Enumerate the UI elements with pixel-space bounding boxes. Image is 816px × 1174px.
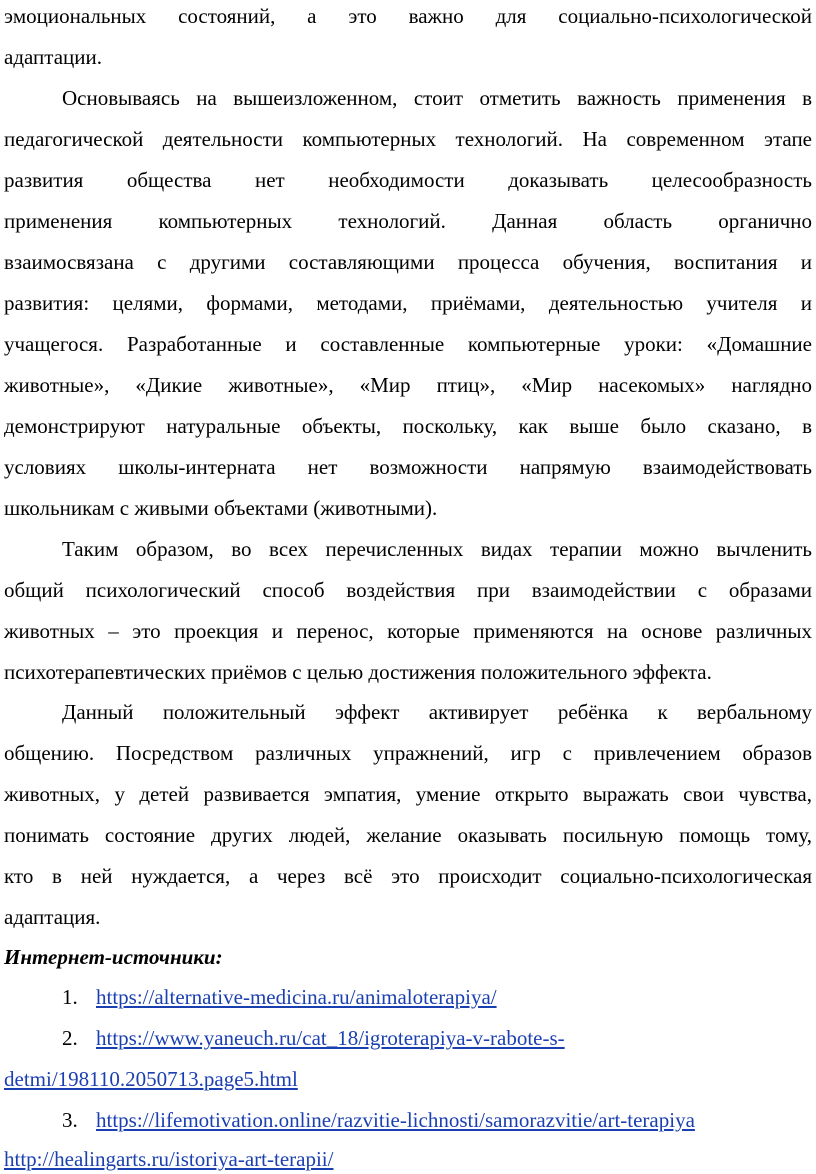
paragraph-line: учащегося. Разработанные и составленные компьютерные уроки: «Домашние — [4, 332, 812, 356]
paragraph-line: адаптация. — [4, 905, 101, 929]
paragraph-line: адаптации. — [4, 45, 103, 69]
paragraph-line: психотерапевтических приёмов с целью достижения положительного эффекта. — [4, 660, 712, 684]
source-link-continuation[interactable]: detmi/198110.2050713.page5.html — [4, 1067, 298, 1091]
paragraph-line: животных – это проекция и перенос, которые применяются на основе различных — [4, 619, 812, 643]
paragraph-line: Данный положительный эффект активирует ребёнка к вербальному — [62, 700, 812, 724]
source-item — [96, 984, 796, 1011]
paragraph-line: педагогической деятельности компьютерных технологий. На современном этапе — [4, 127, 812, 151]
source-link[interactable]: https://alternative-medicina.ru/animaloterapiya/ — [96, 985, 497, 1009]
source-number: 1. — [62, 985, 78, 1009]
source-link[interactable]: https://lifemotivation.online/razvitie-lichnosti/samorazvitie/art-terapiya — [96, 1108, 695, 1132]
source-item-continuation — [4, 1066, 812, 1093]
extra-source-link[interactable]: http://healingarts.ru/istoriya-art-terapii/ — [4, 1147, 334, 1171]
sources-heading: Интернет-источники: — [4, 945, 223, 969]
source-number: 2. — [62, 1026, 78, 1050]
paragraph-line: Основываясь на вышеизложенном, стоит отметить важность применения в — [62, 86, 812, 110]
paragraph-line: Таким образом, во всех перечисленных видах терапии можно вычленить — [62, 537, 812, 561]
extra-source-item — [4, 1146, 812, 1173]
paragraph-line: развития: целями, формами, методами, приёмами, деятельностью учителя и — [4, 291, 812, 315]
paragraph-line: развития общества нет необходимости доказывать целесообразность — [4, 168, 812, 192]
source-number: 3. — [62, 1108, 78, 1132]
paragraph-line: понимать состояние других людей, желание оказывать посильную помощь тому, — [4, 823, 812, 847]
paragraph-line: животные», «Дикие животные», «Мир птиц», «Мир насекомых» наглядно — [4, 373, 812, 397]
paragraph-line: взаимосвязана с другими составляющими процесса обучения, воспитания и — [4, 250, 812, 274]
paragraph-line: школьникам с живыми объектами (животными). — [4, 496, 438, 520]
paragraph-line: эмоциональных состояний, а это важно для социально-психологической — [4, 4, 812, 28]
source-item — [96, 1107, 812, 1134]
paragraph-line: общению. Посредством различных упражнений, игр с привлечением образов — [4, 741, 812, 765]
source-link[interactable]: https://www.yaneuch.ru/cat_18/igroterapiya-v-rabote-s- — [96, 1026, 565, 1050]
source-item — [96, 1025, 796, 1052]
paragraph-line: применения компьютерных технологий. Данная область органично — [4, 209, 812, 233]
paragraph-line: кто в ней нуждается, а через всё это происходит социально-психологическая — [4, 864, 812, 888]
paragraph-line: демонстрируют натуральные объекты, поскольку, как выше было сказано, в — [4, 414, 812, 438]
paragraph-line: условиях школы-интерната нет возможности напрямую взаимодействовать — [4, 455, 812, 479]
paragraph-line: общий психологический способ воздействия при взаимодействии с образами — [4, 578, 812, 602]
paragraph-line: животных, у детей развивается эмпатия, умение открыто выражать свои чувства, — [4, 782, 812, 806]
